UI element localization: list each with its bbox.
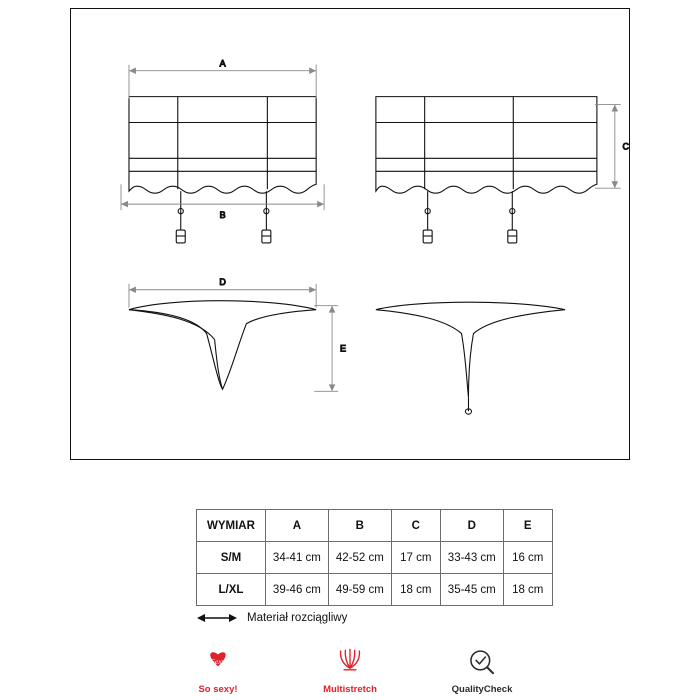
- garter-strap-back-right: [508, 191, 517, 243]
- badge-multistretch: [308, 646, 392, 695]
- stretch-note-text: Materiał rozciągliwy: [247, 612, 348, 624]
- cell-a: 39-46 cm: [265, 574, 328, 606]
- cell-e: 18 cm: [503, 574, 552, 606]
- cell-b: 42-52 cm: [328, 542, 391, 574]
- garter-strap-right: [262, 191, 271, 243]
- cell-b: 49-59 cm: [328, 574, 391, 606]
- cell-c: 18 cm: [391, 574, 440, 606]
- thong-back-view: [376, 302, 565, 414]
- header-cell-wymiar: WYMIAR: [197, 510, 266, 542]
- badge-label-qualitycheck: QualityCheck: [451, 684, 513, 695]
- table-row: [197, 542, 553, 574]
- cell-d: 33-43 cm: [440, 542, 503, 574]
- badge-label-so-sexy: So sexy!: [198, 684, 238, 695]
- badge-qualitycheck: [440, 646, 524, 695]
- cell-c: 17 cm: [391, 542, 440, 574]
- dimension-label-d: D: [219, 276, 226, 287]
- header-cell-d: D: [440, 510, 503, 542]
- row-size-label: S/M: [197, 542, 266, 574]
- cell-d: 35-45 cm: [440, 574, 503, 606]
- garter-strap-back-left: [423, 191, 432, 243]
- stretch-material-note: [196, 612, 347, 624]
- header-cell-b: B: [328, 510, 391, 542]
- cell-e: 16 cm: [503, 542, 552, 574]
- svg-text:Sexy: Sexy: [211, 656, 225, 666]
- table-header-row: [197, 510, 553, 542]
- garter-belt-back-view: [376, 97, 597, 194]
- product-diagram-frame: [70, 8, 630, 460]
- garter-belt-front-view: [129, 97, 316, 194]
- dimension-label-c: C: [622, 141, 629, 152]
- table-row: [197, 574, 553, 606]
- product-technical-drawing: [71, 9, 629, 459]
- thong-front-view: [129, 301, 316, 390]
- multistretch-icon: [333, 646, 367, 680]
- header-cell-e: E: [503, 510, 552, 542]
- double-arrow-icon: [196, 612, 238, 624]
- dimension-lines: [121, 65, 621, 392]
- cell-a: 34-41 cm: [265, 542, 328, 574]
- header-cell-a: A: [265, 510, 328, 542]
- badge-label-multistretch: Multistretch: [323, 684, 377, 695]
- header-cell-c: C: [391, 510, 440, 542]
- qualitycheck-magnifier-icon: [465, 646, 499, 680]
- garter-strap-left: [176, 191, 185, 243]
- dimension-label-a: A: [219, 58, 226, 69]
- dimension-label-e: E: [340, 343, 347, 354]
- dimension-label-b: B: [219, 210, 226, 221]
- feature-badges: [0, 646, 700, 695]
- size-chart-table: [196, 509, 553, 606]
- badge-so-sexy: [176, 646, 260, 695]
- sexy-lips-icon: [201, 646, 235, 680]
- row-size-label: L/XL: [197, 574, 266, 606]
